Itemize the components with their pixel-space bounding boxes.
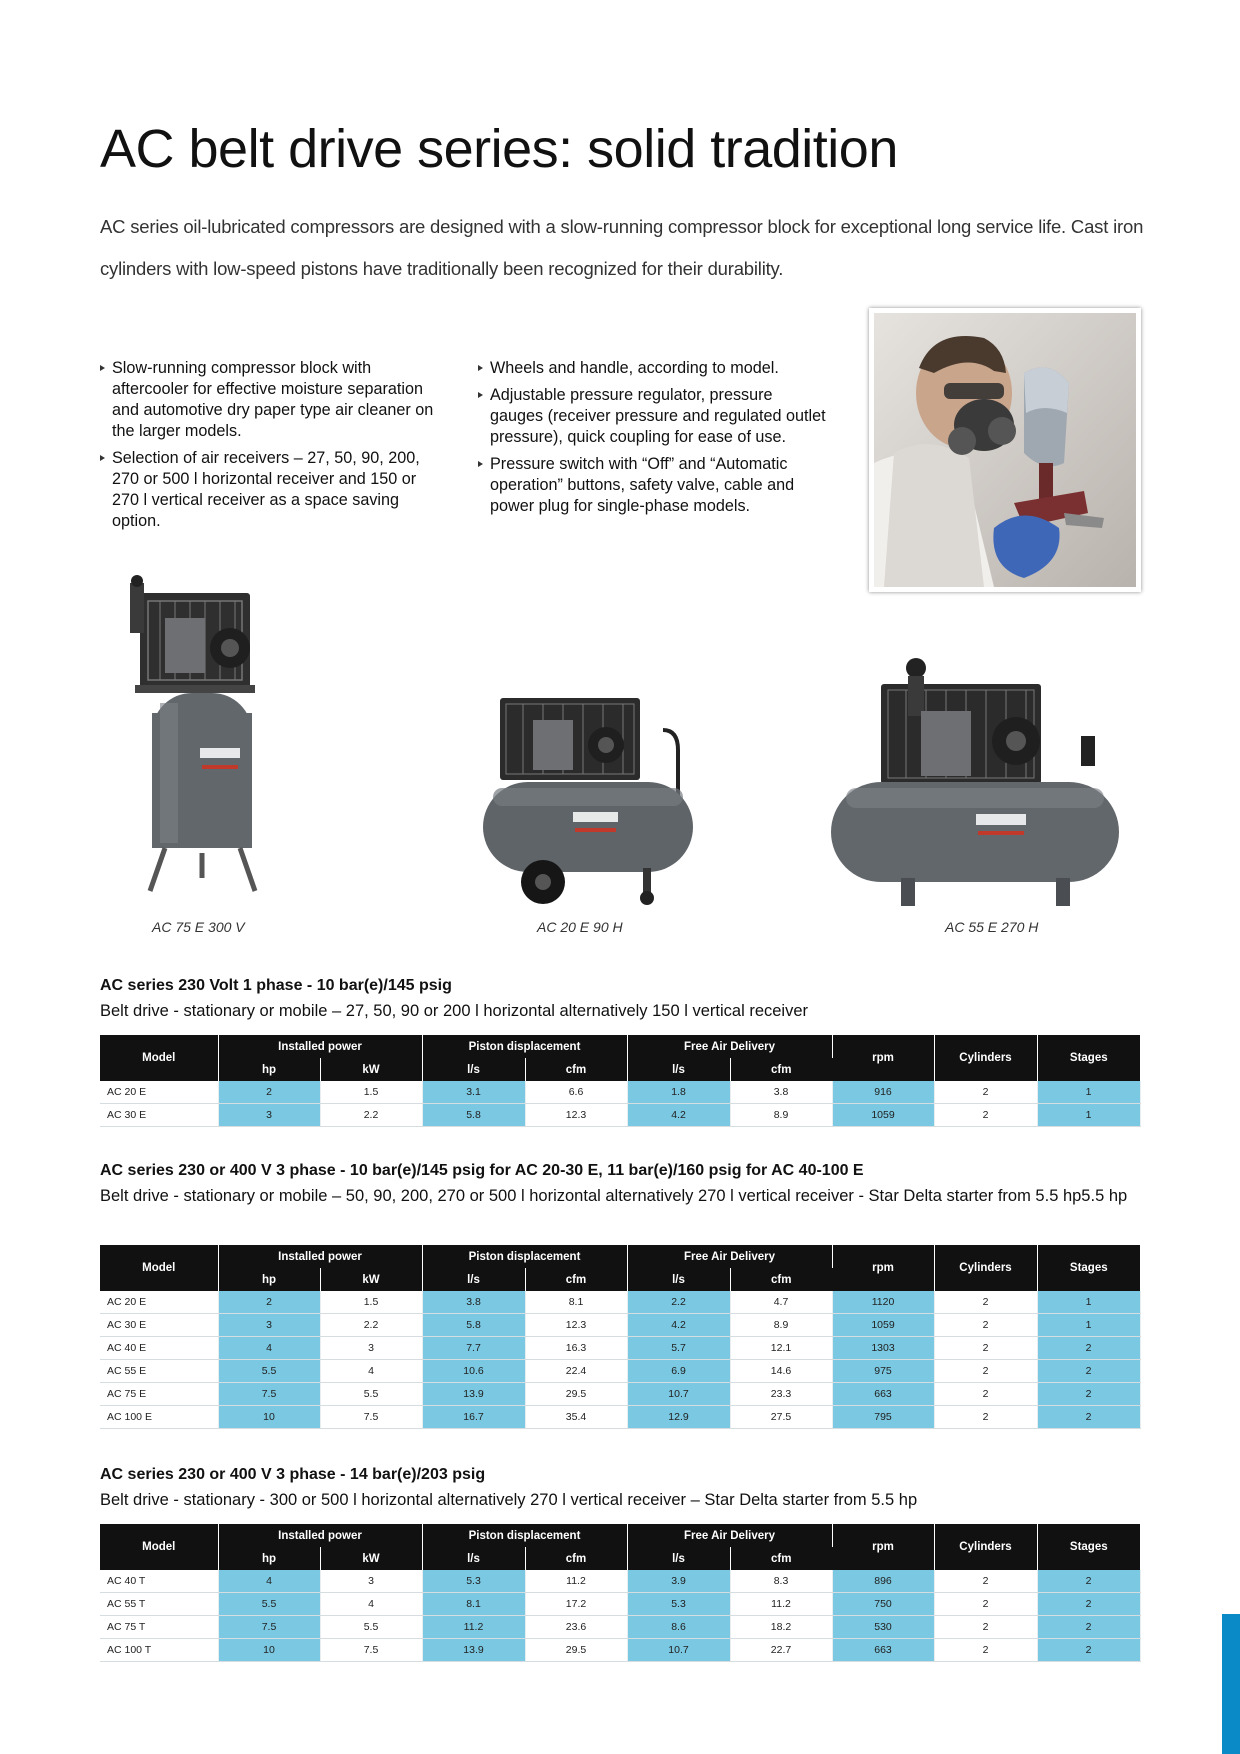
value-cell: 2	[1037, 1360, 1140, 1383]
value-cell: 29.5	[525, 1383, 627, 1406]
spec-table-3	[100, 1524, 1141, 1662]
col-kw: kW	[320, 1058, 422, 1081]
value-cell: 2	[1037, 1383, 1140, 1406]
value-cell: 4	[320, 1593, 422, 1616]
value-cell: 1120	[832, 1291, 934, 1314]
value-cell: 2	[218, 1291, 320, 1314]
col-free-air-delivery: Free Air Delivery	[627, 1245, 832, 1268]
table-row	[100, 1337, 1140, 1360]
table-row	[100, 1570, 1140, 1593]
compressor-horizontal-mobile-image	[478, 690, 700, 910]
value-cell: 11.2	[730, 1593, 832, 1616]
model-cell: AC 75 T	[100, 1616, 218, 1639]
value-cell: 7.5	[218, 1616, 320, 1639]
value-cell: 2	[1037, 1639, 1140, 1662]
col-ls: l/s	[422, 1058, 525, 1081]
value-cell: 1	[1037, 1104, 1140, 1127]
value-cell: 4.2	[627, 1314, 730, 1337]
value-cell: 5.5	[218, 1360, 320, 1383]
col-cylinders: Cylinders	[934, 1245, 1037, 1291]
compressor-horizontal-large-image	[826, 656, 1126, 910]
col-free-air-delivery: Free Air Delivery	[627, 1524, 832, 1547]
value-cell: 4.2	[627, 1104, 730, 1127]
col-cfm: cfm	[730, 1547, 832, 1570]
feature-item: Slow-running compressor block with aftercooler for effective moisture separation and automotive dry paper type air cleaner on the larger models.	[100, 358, 440, 442]
value-cell: 7.7	[422, 1337, 525, 1360]
feature-list-right	[478, 358, 828, 523]
table-row	[100, 1104, 1140, 1127]
value-cell: 22.4	[525, 1360, 627, 1383]
value-cell: 10.7	[627, 1383, 730, 1406]
table-row	[100, 1639, 1140, 1662]
model-cell: AC 100 T	[100, 1639, 218, 1662]
value-cell: 22.7	[730, 1639, 832, 1662]
model-cell: AC 100 E	[100, 1406, 218, 1429]
spec-table-2	[100, 1245, 1141, 1429]
value-cell: 10.6	[422, 1360, 525, 1383]
value-cell: 5.3	[422, 1570, 525, 1593]
value-cell: 4	[218, 1570, 320, 1593]
page-title: AC belt drive series: solid tradition	[100, 119, 898, 179]
value-cell: 5.5	[320, 1383, 422, 1406]
table-row	[100, 1406, 1140, 1429]
value-cell: 916	[832, 1081, 934, 1104]
col-cylinders: Cylinders	[934, 1524, 1037, 1570]
value-cell: 2	[934, 1291, 1037, 1314]
value-cell: 4	[320, 1360, 422, 1383]
table-row	[100, 1291, 1140, 1314]
value-cell: 3	[320, 1570, 422, 1593]
value-cell: 2	[934, 1104, 1037, 1127]
value-cell: 795	[832, 1406, 934, 1429]
value-cell: 3	[320, 1337, 422, 1360]
value-cell: 10	[218, 1406, 320, 1429]
value-cell: 8.1	[525, 1291, 627, 1314]
value-cell: 11.2	[525, 1570, 627, 1593]
product-caption: AC 55 E 270 H	[945, 919, 1039, 935]
value-cell: 8.3	[730, 1570, 832, 1593]
value-cell: 5.8	[422, 1314, 525, 1337]
value-cell: 896	[832, 1570, 934, 1593]
col-cylinders: Cylinders	[934, 1035, 1037, 1081]
model-cell: AC 40 T	[100, 1570, 218, 1593]
col-cfm: cfm	[730, 1058, 832, 1081]
value-cell: 16.7	[422, 1406, 525, 1429]
value-cell: 29.5	[525, 1639, 627, 1662]
value-cell: 23.6	[525, 1616, 627, 1639]
value-cell: 8.9	[730, 1314, 832, 1337]
col-piston-displacement: Piston displacement	[422, 1245, 627, 1268]
value-cell: 13.9	[422, 1383, 525, 1406]
table-1-subtitle: Belt drive - stationary or mobile – 27, 50, 90 or 200 l horizontal alternatively 150 l vertical receiver	[100, 1002, 809, 1020]
value-cell: 1059	[832, 1314, 934, 1337]
value-cell: 2	[1037, 1570, 1140, 1593]
value-cell: 2	[934, 1616, 1037, 1639]
value-cell: 1	[1037, 1314, 1140, 1337]
spray-painter-photo	[869, 308, 1141, 592]
value-cell: 12.9	[627, 1406, 730, 1429]
value-cell: 3	[218, 1104, 320, 1127]
value-cell: 5.8	[422, 1104, 525, 1127]
value-cell: 2	[934, 1383, 1037, 1406]
col-kw: kW	[320, 1268, 422, 1291]
col-model: Model	[100, 1245, 218, 1291]
value-cell: 2.2	[320, 1314, 422, 1337]
value-cell: 6.9	[627, 1360, 730, 1383]
value-cell: 663	[832, 1383, 934, 1406]
table-row	[100, 1616, 1140, 1639]
value-cell: 2	[934, 1314, 1037, 1337]
value-cell: 975	[832, 1360, 934, 1383]
col-model: Model	[100, 1035, 218, 1081]
model-cell: AC 75 E	[100, 1383, 218, 1406]
col-rpm: rpm	[832, 1035, 934, 1081]
feature-item: Selection of air receivers – 27, 50, 90, 200, 270 or 500 l horizontal receiver and 150 or 270 l vertical receiver as a space saving option.	[100, 448, 440, 532]
value-cell: 1.5	[320, 1081, 422, 1104]
intro-paragraph: AC series oil-lubricated compressors are designed with a slow-running compressor block for exceptional long service life. Cast iron cylinders with low-speed pistons have traditionally been recognized for their durability.	[100, 216, 1144, 279]
value-cell: 2	[934, 1570, 1037, 1593]
col-piston-displacement: Piston displacement	[422, 1524, 627, 1547]
value-cell: 35.4	[525, 1406, 627, 1429]
model-cell: AC 55 T	[100, 1593, 218, 1616]
value-cell: 8.9	[730, 1104, 832, 1127]
value-cell: 2	[934, 1360, 1037, 1383]
col-ls: l/s	[627, 1268, 730, 1291]
table-3-subtitle: Belt drive - stationary - 300 or 500 l horizontal alternatively 270 l vertical receiver – Star Delta starter from 5.5 hp	[100, 1491, 918, 1509]
col-installed-power: Installed power	[218, 1035, 422, 1058]
table-row	[100, 1360, 1140, 1383]
col-stages: Stages	[1037, 1035, 1140, 1081]
value-cell: 18.2	[730, 1616, 832, 1639]
model-cell: AC 20 E	[100, 1081, 218, 1104]
product-caption: AC 20 E 90 H	[537, 919, 623, 935]
value-cell: 4	[218, 1337, 320, 1360]
value-cell: 12.1	[730, 1337, 832, 1360]
col-cfm: cfm	[525, 1268, 627, 1291]
value-cell: 7.5	[320, 1639, 422, 1662]
value-cell: 7.5	[218, 1383, 320, 1406]
value-cell: 10.7	[627, 1639, 730, 1662]
value-cell: 1.8	[627, 1081, 730, 1104]
value-cell: 1059	[832, 1104, 934, 1127]
col-model: Model	[100, 1524, 218, 1570]
value-cell: 14.6	[730, 1360, 832, 1383]
model-cell: AC 55 E	[100, 1360, 218, 1383]
table-row	[100, 1081, 1140, 1104]
value-cell: 7.5	[320, 1406, 422, 1429]
value-cell: 8.1	[422, 1593, 525, 1616]
value-cell: 2	[934, 1639, 1037, 1662]
compressor-vertical-image	[120, 573, 280, 903]
value-cell: 11.2	[422, 1616, 525, 1639]
col-cfm: cfm	[730, 1268, 832, 1291]
value-cell: 2	[934, 1081, 1037, 1104]
table-row	[100, 1383, 1140, 1406]
spec-table-1	[100, 1035, 1141, 1127]
col-ls: l/s	[627, 1058, 730, 1081]
col-stages: Stages	[1037, 1245, 1140, 1291]
value-cell: 2	[1037, 1616, 1140, 1639]
product-caption: AC 75 E 300 V	[152, 919, 245, 935]
value-cell: 2.2	[320, 1104, 422, 1127]
col-installed-power: Installed power	[218, 1524, 422, 1547]
accent-side-bar	[1222, 1614, 1240, 1754]
table-2-title: AC series 230 or 400 V 3 phase - 10 bar(e)/145 psig for AC 20-30 E, 11 bar(e)/160 psig for AC 40-100 E	[100, 1162, 864, 1179]
col-ls: l/s	[422, 1268, 525, 1291]
feature-item: Pressure switch with “Off” and “Automatic operation” buttons, safety valve, cable and power plug for single-phase models.	[478, 454, 828, 517]
col-ls: l/s	[627, 1547, 730, 1570]
col-kw: kW	[320, 1547, 422, 1570]
model-cell: AC 30 E	[100, 1314, 218, 1337]
value-cell: 12.3	[525, 1104, 627, 1127]
value-cell: 5.7	[627, 1337, 730, 1360]
value-cell: 23.3	[730, 1383, 832, 1406]
table-1-title: AC series 230 Volt 1 phase - 10 bar(e)/145 psig	[100, 977, 452, 994]
table-3-title: AC series 230 or 400 V 3 phase - 14 bar(e)/203 psig	[100, 1466, 486, 1483]
value-cell: 12.3	[525, 1314, 627, 1337]
col-cfm: cfm	[525, 1547, 627, 1570]
value-cell: 2	[934, 1406, 1037, 1429]
value-cell: 5.5	[218, 1593, 320, 1616]
value-cell: 3.8	[422, 1291, 525, 1314]
value-cell: 16.3	[525, 1337, 627, 1360]
value-cell: 3	[218, 1314, 320, 1337]
value-cell: 17.2	[525, 1593, 627, 1616]
value-cell: 4.7	[730, 1291, 832, 1314]
value-cell: 2	[934, 1593, 1037, 1616]
table-row	[100, 1314, 1140, 1337]
model-cell: AC 30 E	[100, 1104, 218, 1127]
col-rpm: rpm	[832, 1245, 934, 1291]
col-hp: hp	[218, 1058, 320, 1081]
value-cell: 2	[1037, 1593, 1140, 1616]
value-cell: 27.5	[730, 1406, 832, 1429]
value-cell: 750	[832, 1593, 934, 1616]
model-cell: AC 20 E	[100, 1291, 218, 1314]
value-cell: 5.3	[627, 1593, 730, 1616]
value-cell: 10	[218, 1639, 320, 1662]
value-cell: 1303	[832, 1337, 934, 1360]
value-cell: 2	[934, 1337, 1037, 1360]
value-cell: 6.6	[525, 1081, 627, 1104]
value-cell: 13.9	[422, 1639, 525, 1662]
col-piston-displacement: Piston displacement	[422, 1035, 627, 1058]
value-cell: 5.5	[320, 1616, 422, 1639]
col-free-air-delivery: Free Air Delivery	[627, 1035, 832, 1058]
col-installed-power: Installed power	[218, 1245, 422, 1268]
table-row	[100, 1593, 1140, 1616]
col-ls: l/s	[422, 1547, 525, 1570]
col-hp: hp	[218, 1547, 320, 1570]
col-stages: Stages	[1037, 1524, 1140, 1570]
value-cell: 2.2	[627, 1291, 730, 1314]
value-cell: 1	[1037, 1081, 1140, 1104]
value-cell: 1.5	[320, 1291, 422, 1314]
feature-item: Adjustable pressure regulator, pressure gauges (receiver pressure and regulated outlet pressure), quick coupling for ease of use.	[478, 385, 828, 448]
model-cell: AC 40 E	[100, 1337, 218, 1360]
col-hp: hp	[218, 1268, 320, 1291]
value-cell: 1	[1037, 1291, 1140, 1314]
col-rpm: rpm	[832, 1524, 934, 1570]
feature-list-left	[100, 358, 440, 538]
value-cell: 3.1	[422, 1081, 525, 1104]
value-cell: 663	[832, 1639, 934, 1662]
value-cell: 8.6	[627, 1616, 730, 1639]
feature-item: Wheels and handle, according to model.	[478, 358, 828, 379]
value-cell: 2	[218, 1081, 320, 1104]
value-cell: 2	[1037, 1406, 1140, 1429]
value-cell: 3.9	[627, 1570, 730, 1593]
value-cell: 2	[1037, 1337, 1140, 1360]
col-cfm: cfm	[525, 1058, 627, 1081]
value-cell: 530	[832, 1616, 934, 1639]
value-cell: 3.8	[730, 1081, 832, 1104]
table-2-subtitle: Belt drive - stationary or mobile – 50, 90, 200, 270 or 500 l horizontal alternatively 270 l vertical receiver - Star Delta starter from 5.5 hp5.5 hp	[100, 1187, 1128, 1205]
